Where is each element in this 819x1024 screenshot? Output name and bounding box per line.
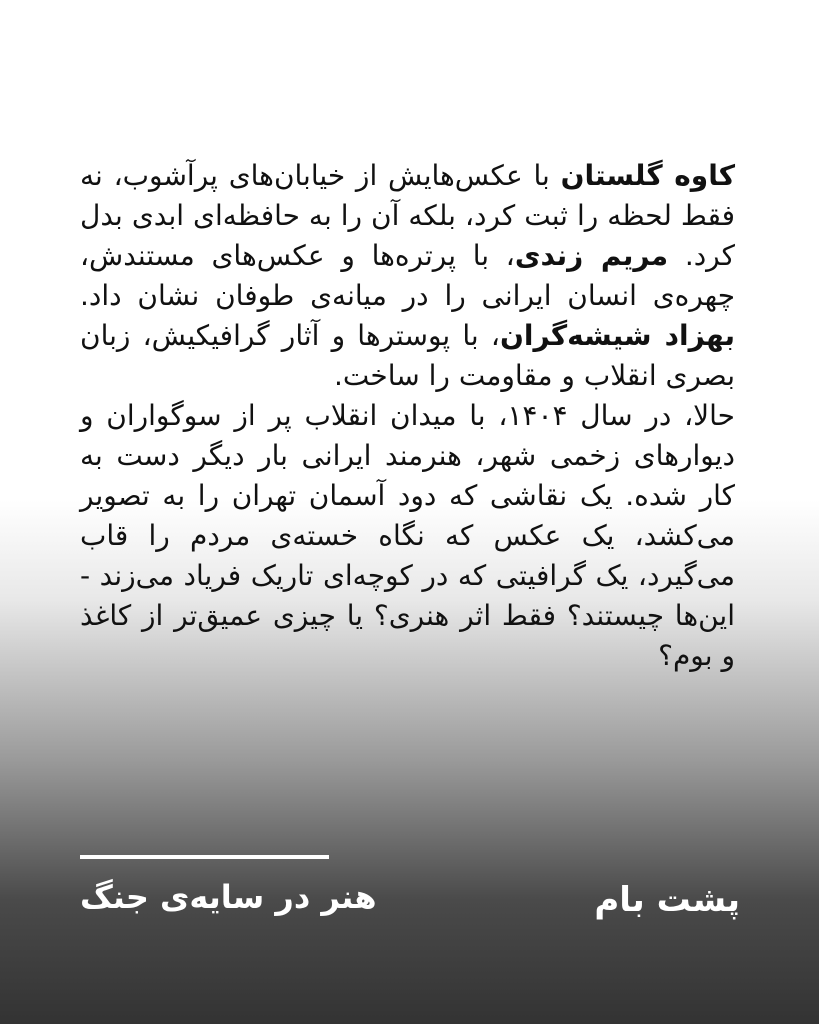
- series-title: هنر در سایه‌ی جنگ: [80, 878, 377, 916]
- paragraph-text: ، با پوسترها و آثار گرافیکیش، زبان بصری انقلاب و مقاومت را ساخت.: [80, 319, 735, 392]
- divider-line: [80, 855, 329, 859]
- artist-name-kaveh-golestan: کاوه گلستان: [560, 159, 735, 192]
- brand-logo: پشت بام: [594, 880, 740, 920]
- article-body: [80, 156, 735, 676]
- paragraph-text: با عکس‌هایش از خیابان‌های پرآشوب، نه فقط لحظه را ثبت کرد، بلکه آن را به حافظه‌ای ابدی بدل کرد.: [80, 159, 735, 272]
- artist-name-behzad-shishehgaran: بهزاد شیشه‌گران: [499, 319, 735, 352]
- paragraph-text: ، با پرتره‌ها و عکس‌های مستندش، چهره‌ی انسان ایرانی را در میانه‌ی طوفان نشان داد.: [80, 239, 735, 312]
- artist-name-maryam-zandi: مریم زندی: [514, 239, 669, 272]
- paragraph-present-day: حالا، در سال ۱۴۰۴، با میدان انقلاب پر از سوگواران و دیوارهای زخمی شهر، هنرمند ایرانی بار دیگر دست به کار شده. یک نقاشی که دود آسمان تهران را به تصویر می‌کشد، یک عکس که نگاه خسته‌ی مردم را قاب می‌گیرد، یک گرافیتی که در کوچه‌ای تاریک فریاد می‌زند - این‌ها چیستند؟ فقط اثر هنری؟ یا چیزی عمیق‌تر از کاغذ و بوم؟: [80, 399, 735, 672]
- paragraph-artists: [80, 156, 735, 396]
